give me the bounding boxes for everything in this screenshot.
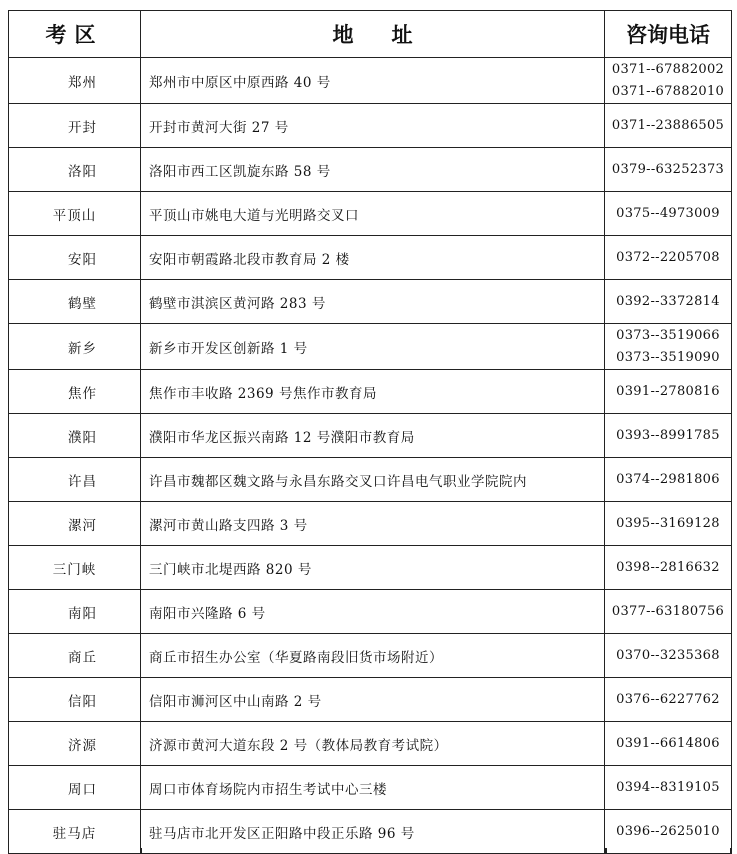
phone-cell xyxy=(605,148,732,192)
table-row xyxy=(9,634,732,678)
area-cell: 洛阳 xyxy=(9,148,141,192)
table-row xyxy=(9,370,732,414)
table-body xyxy=(9,58,732,854)
address-cell: 商丘市招生办公室（华夏路南段旧货市场附近） xyxy=(141,634,605,678)
phone-number: 0377--63180756 xyxy=(611,603,725,619)
area-cell: 焦作 xyxy=(9,370,141,414)
address-cell: 信阳市浉河区中山南路 2 号 xyxy=(141,678,605,722)
phone-cell xyxy=(605,414,732,458)
phone-cell xyxy=(605,104,732,148)
area-cell: 新乡 xyxy=(9,324,141,370)
phone-cell xyxy=(605,458,732,502)
area-cell: 郑州 xyxy=(9,58,141,104)
area-cell: 许昌 xyxy=(9,458,141,502)
phone-number: 0371--67882002 xyxy=(611,61,725,77)
table-row xyxy=(9,546,732,590)
phone-cell xyxy=(605,236,732,280)
phone-number: 0376--6227762 xyxy=(616,691,720,707)
area-cell: 濮阳 xyxy=(9,414,141,458)
exam-contact-table xyxy=(8,10,732,854)
table-row xyxy=(9,678,732,722)
address-cell: 新乡市开发区创新路 1 号 xyxy=(141,324,605,370)
phone-number: 0372--2205708 xyxy=(616,249,720,265)
phone-cell xyxy=(605,546,732,590)
area-cell: 漯河 xyxy=(9,502,141,546)
table-row xyxy=(9,58,732,104)
table-row xyxy=(9,810,732,854)
phone-number: 0396--2625010 xyxy=(616,823,720,839)
area-cell: 信阳 xyxy=(9,678,141,722)
area-cell: 鹤壁 xyxy=(9,280,141,324)
phone-number: 0373--3519090 xyxy=(616,349,720,365)
phone-number: 0391--6614806 xyxy=(616,735,720,751)
header-row xyxy=(9,11,732,58)
header-address: 地址 xyxy=(141,11,605,58)
address-cell: 鹤壁市淇滨区黄河路 283 号 xyxy=(141,280,605,324)
phone-number: 0392--3372814 xyxy=(616,293,720,309)
address-cell: 南阳市兴隆路 6 号 xyxy=(141,590,605,634)
phone-number: 0374--2981806 xyxy=(616,471,720,487)
phone-number: 0393--8991785 xyxy=(616,427,720,443)
table-row xyxy=(9,414,732,458)
area-cell: 南阳 xyxy=(9,590,141,634)
phone-number: 0370--3235368 xyxy=(616,647,720,663)
phone-cell xyxy=(605,634,732,678)
address-cell: 平顶山市姚电大道与光明路交叉口 xyxy=(141,192,605,236)
table-row xyxy=(9,148,732,192)
address-cell: 洛阳市西工区凯旋东路 58 号 xyxy=(141,148,605,192)
address-cell: 郑州市中原区中原西路 40 号 xyxy=(141,58,605,104)
table-row xyxy=(9,722,732,766)
phone-cell xyxy=(605,58,732,104)
area-cell: 济源 xyxy=(9,722,141,766)
phone-number: 0375--4973009 xyxy=(616,205,720,221)
address-cell: 漯河市黄山路支四路 3 号 xyxy=(141,502,605,546)
phone-cell xyxy=(605,502,732,546)
area-cell: 开封 xyxy=(9,104,141,148)
phone-number: 0371--23886505 xyxy=(611,117,725,133)
area-cell: 平顶山 xyxy=(9,192,141,236)
address-cell: 开封市黄河大街 27 号 xyxy=(141,104,605,148)
table-row xyxy=(9,324,732,370)
phone-number: 0395--3169128 xyxy=(616,515,720,531)
phone-cell xyxy=(605,280,732,324)
phone-cell xyxy=(605,766,732,810)
phone-number: 0373--3519066 xyxy=(616,327,720,343)
phone-cell xyxy=(605,722,732,766)
header-area: 考区 xyxy=(9,11,141,58)
phone-number: 0391--2780816 xyxy=(616,383,720,399)
table-row xyxy=(9,104,732,148)
address-cell: 安阳市朝霞路北段市教育局 2 楼 xyxy=(141,236,605,280)
table-cut-edge xyxy=(8,848,731,854)
table-row xyxy=(9,590,732,634)
phone-cell xyxy=(605,370,732,414)
phone-number: 0379--63252373 xyxy=(611,161,725,177)
phone-number: 0398--2816632 xyxy=(616,559,720,575)
phone-cell xyxy=(605,324,732,370)
table-row xyxy=(9,502,732,546)
address-cell: 驻马店市北开发区正阳路中段正乐路 96 号 xyxy=(141,810,605,854)
address-cell: 济源市黄河大道东段 2 号（教体局教育考试院） xyxy=(141,722,605,766)
table-row xyxy=(9,458,732,502)
table-row xyxy=(9,766,732,810)
table-row xyxy=(9,280,732,324)
phone-number: 0371--67882010 xyxy=(611,83,725,99)
address-cell: 濮阳市华龙区振兴南路 12 号濮阳市教育局 xyxy=(141,414,605,458)
phone-cell xyxy=(605,678,732,722)
area-cell: 安阳 xyxy=(9,236,141,280)
table-row xyxy=(9,236,732,280)
phone-cell xyxy=(605,590,732,634)
area-cell: 周口 xyxy=(9,766,141,810)
address-cell: 周口市体育场院内市招生考试中心三楼 xyxy=(141,766,605,810)
table-row xyxy=(9,192,732,236)
area-cell: 驻马店 xyxy=(9,810,141,854)
address-cell: 三门峡市北堤西路 820 号 xyxy=(141,546,605,590)
phone-cell xyxy=(605,192,732,236)
phone-cell xyxy=(605,810,732,854)
phone-number: 0394--8319105 xyxy=(616,779,720,795)
address-cell: 许昌市魏都区魏文路与永昌东路交叉口许昌电气职业学院院内 xyxy=(141,458,605,502)
header-phone: 咨询电话 xyxy=(605,11,732,58)
area-cell: 三门峡 xyxy=(9,546,141,590)
area-cell: 商丘 xyxy=(9,634,141,678)
address-cell: 焦作市丰收路 2369 号焦作市教育局 xyxy=(141,370,605,414)
